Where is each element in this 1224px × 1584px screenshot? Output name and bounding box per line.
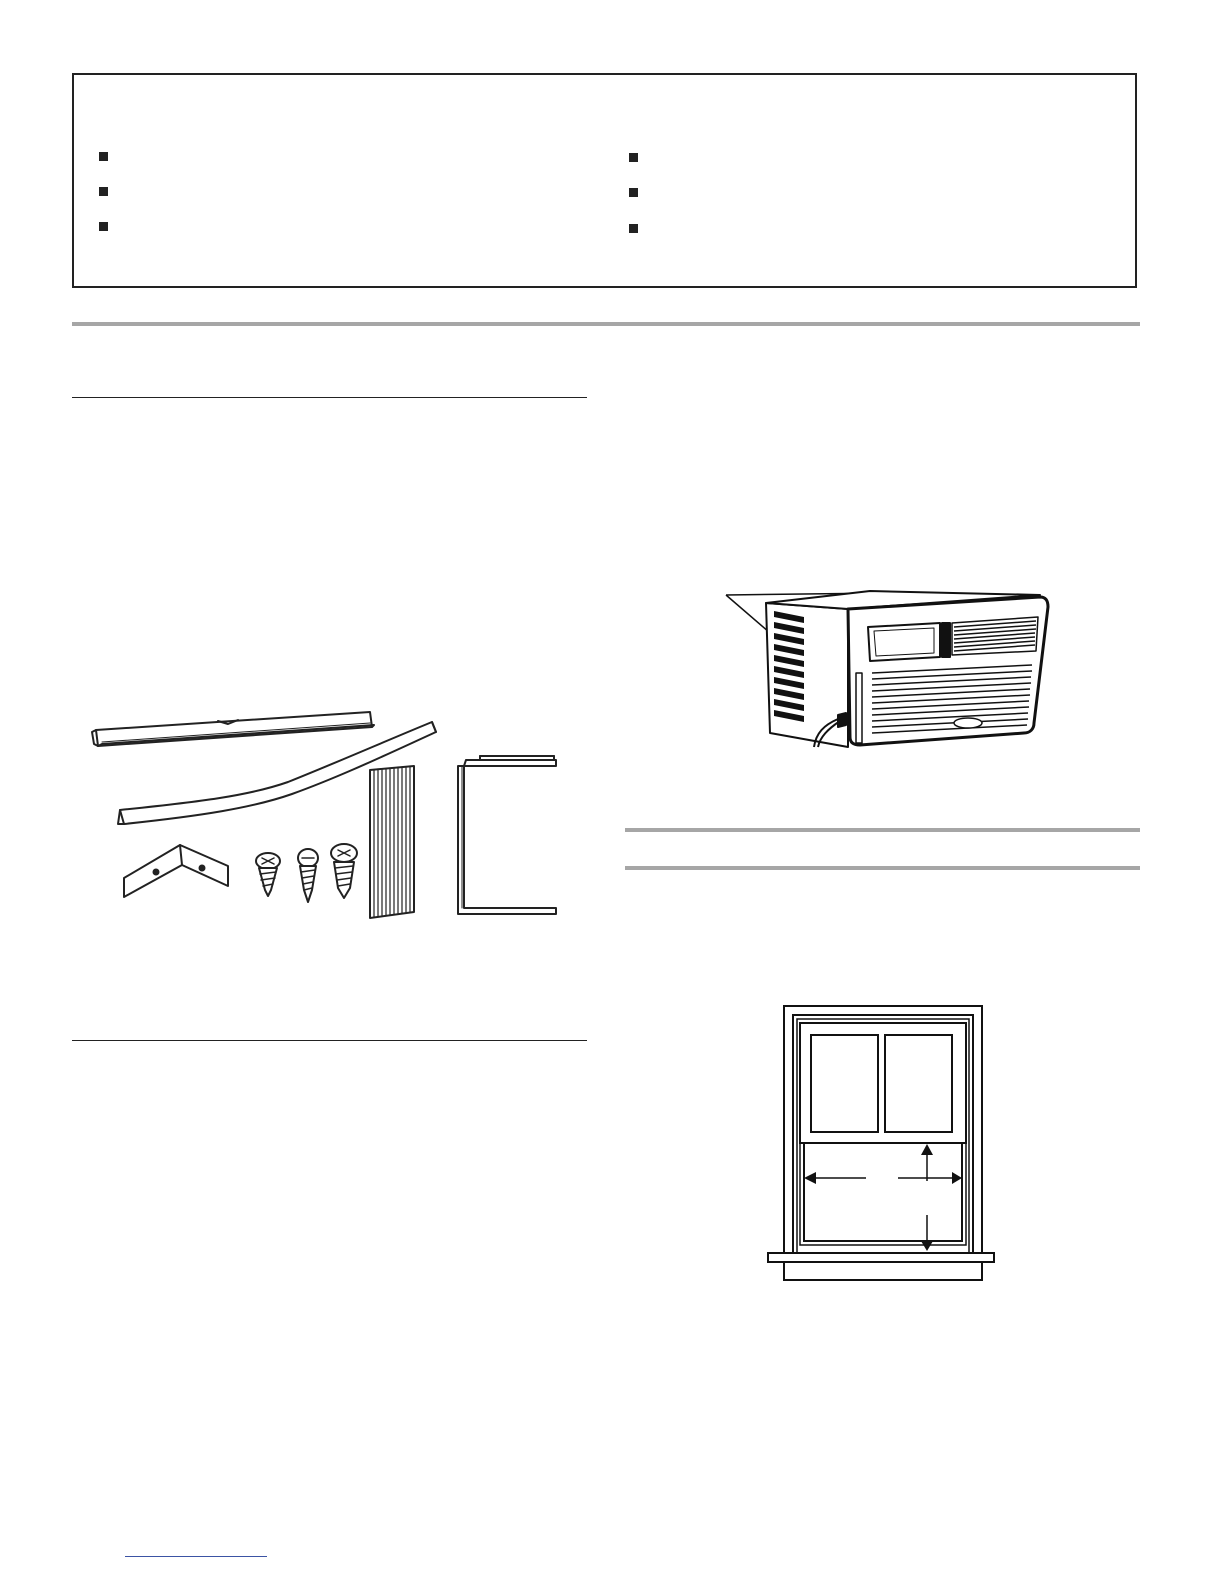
bullet-marker bbox=[629, 224, 638, 233]
parts-illustration bbox=[88, 700, 568, 930]
bullet-marker bbox=[99, 222, 108, 231]
angle-bracket bbox=[124, 845, 228, 897]
section-divider bbox=[625, 828, 1140, 832]
screw bbox=[298, 849, 318, 902]
bullet-marker bbox=[99, 187, 108, 196]
bullet-marker bbox=[99, 152, 108, 161]
bullet-marker bbox=[629, 188, 638, 197]
control-panel bbox=[868, 623, 950, 661]
requirements-box bbox=[72, 73, 1137, 288]
accordion-panel bbox=[370, 766, 414, 918]
window-measurement-illustration bbox=[766, 1003, 998, 1285]
footer-link[interactable] bbox=[125, 1556, 267, 1557]
window-sill bbox=[768, 1253, 994, 1262]
screw bbox=[256, 853, 280, 896]
subsection-rule bbox=[72, 397, 587, 398]
subsection-rule bbox=[72, 1040, 587, 1041]
screw bbox=[331, 844, 357, 898]
section-divider bbox=[625, 866, 1140, 870]
frame-channel bbox=[458, 756, 556, 914]
air-conditioner-illustration bbox=[720, 585, 1060, 750]
bullet-marker bbox=[629, 153, 638, 162]
top-channel bbox=[92, 712, 374, 746]
section-divider bbox=[72, 322, 1140, 326]
top-vent bbox=[952, 617, 1038, 655]
